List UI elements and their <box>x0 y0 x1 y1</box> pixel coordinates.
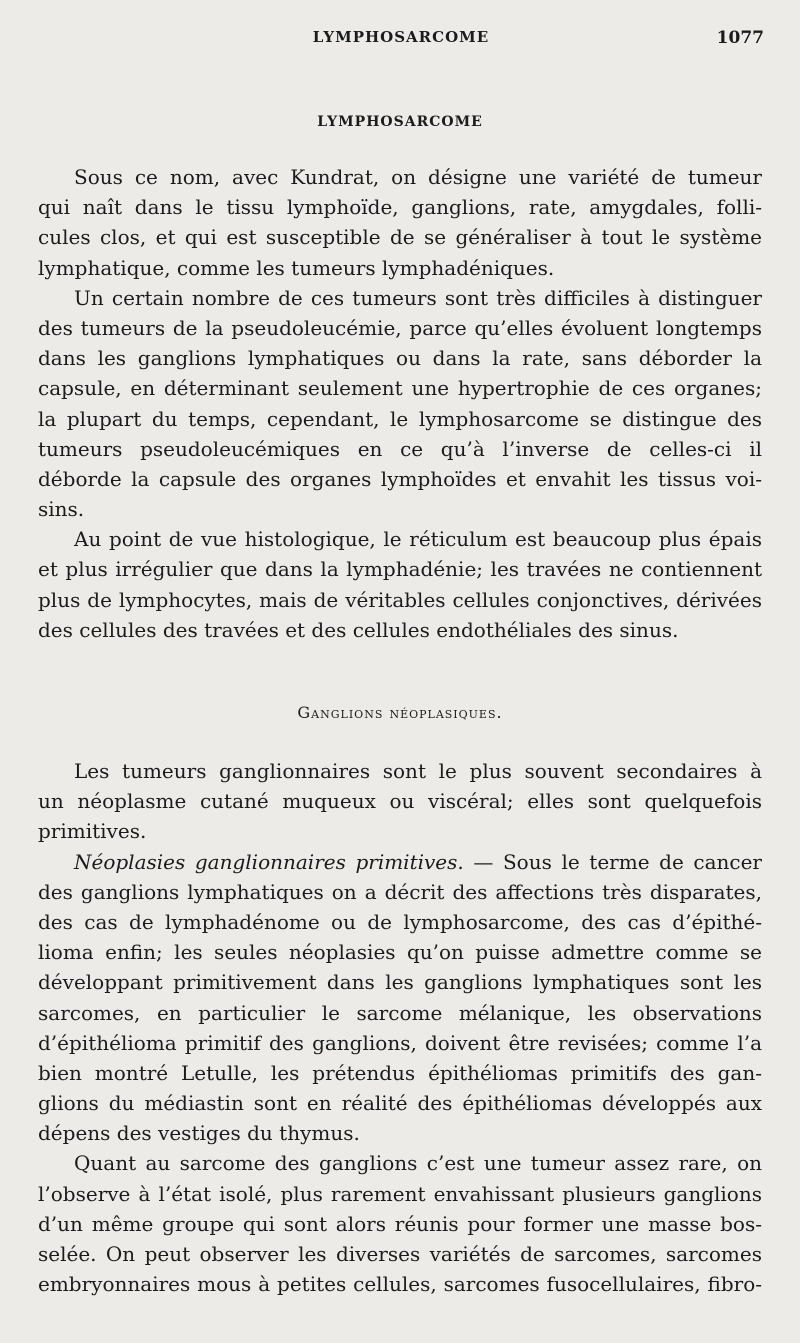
text-line: dans les ganglions lymphatiques ou dans la rate, sans déborder la <box>38 346 762 371</box>
text-line: selée. On peut observer les diverses variétés de sarcomes, sarcomes <box>38 1242 762 1266</box>
text-line: capsule, en déterminant seulement une hypertrophie de ces organes; <box>38 376 762 401</box>
text-line: la plupart du temps, cependant, le lymphosarcome se distingue des <box>38 406 762 431</box>
text-line: et plus irrégulier que dans la lymphadénie; les travées ne contiennent <box>38 557 762 582</box>
body-text-lymphosarcome <box>38 162 762 645</box>
text-line: sarcomes, en particulier le sarcome mélanique, les observations <box>38 1000 762 1025</box>
text-line: Un certain nombre de ces tumeurs sont très difficiles à distinguer <box>74 285 762 310</box>
text-line: lioma enfin; les seules néoplasies qu’on puisse admettre comme se <box>38 940 762 965</box>
text-line: embryonnaires mous à petites cellules, sarcomes fusocellulaires, fibro- <box>38 1272 762 1297</box>
text-line: Au point de vue histologique, le réticulum est beaucoup plus épais <box>74 527 762 552</box>
text-line: Sous ce nom, avec Kundrat, on désigne une variété de tumeur <box>74 165 762 189</box>
text-line: des cellules des travées et des cellules endothéliales des sinus. <box>38 617 679 642</box>
text-line: dépens des vestiges du thymus. <box>38 1121 360 1146</box>
text-line: sins. <box>38 497 85 522</box>
text-line: l’observe à l’état isolé, plus rarement envahissant plusieurs ganglions <box>38 1181 762 1206</box>
text-line: glions du médiastin sont en réalité des épithéliomas développés aux <box>38 1091 762 1116</box>
subheading-ganglions: Ganglions néoplasiques. <box>297 703 503 722</box>
text-line-mixed <box>38 847 762 877</box>
text-line: d’épithélioma primitif des ganglions, doivent être revisées; comme l’a <box>38 1030 762 1055</box>
text-line: tumeurs pseudoleucémiques en ce qu’à l’inverse de celles-ci il <box>38 436 762 461</box>
text-line: des ganglions lymphatiques on a décrit des affections très disparates, <box>38 879 762 904</box>
text-line: un néoplasme cutané muqueux ou viscéral; elles sont quelquefois <box>38 789 762 814</box>
text-line: qui naît dans le tissu lymphoïde, ganglions, rate, amygdales, folli- <box>38 195 762 220</box>
body-text-ganglions <box>38 756 762 1299</box>
text-line: cules clos, et qui est susceptible de se généraliser à tout le système <box>38 225 762 250</box>
text-line: plus de lymphocytes, mais de véritables cellules conjonctives, dérivées <box>38 587 762 612</box>
text-line: des cas de lymphadénome ou de lymphosarcome, des cas d’épithé- <box>38 909 762 934</box>
text-line: des tumeurs de la pseudoleucémie, parce qu’elles évoluent longtemps <box>38 315 762 340</box>
text-line: Quant au sarcome des ganglions c’est une tumeur assez rare, on <box>74 1151 762 1176</box>
text-run: — Sous le terme de cancer <box>463 849 762 874</box>
text-line: développant primitivement dans les ganglions lymphatiques sont les <box>38 970 762 995</box>
italic-heading: Néoplasies ganglionnaires primitives. <box>74 849 464 874</box>
text-line: lymphatique, comme les tumeurs lymphadéniques. <box>38 255 555 280</box>
running-title: LYMPHOSARCOME <box>312 28 490 46</box>
text-line: Les tumeurs ganglionnaires sont le plus souvent secondaires à <box>74 759 762 783</box>
text-line: primitives. <box>38 819 147 844</box>
text-line: bien montré Letulle, les prétendus épithéliomas primitifs des gan- <box>38 1060 762 1085</box>
text-line: déborde la capsule des organes lymphoïdes et envahit les tissus voi- <box>38 466 762 491</box>
section-title: LYMPHOSARCOME <box>317 114 483 130</box>
page-number: 1077 <box>716 28 764 48</box>
running-header <box>38 28 764 54</box>
text-line: d’un même groupe qui sont alors réunis pour former une masse bos- <box>38 1211 762 1236</box>
